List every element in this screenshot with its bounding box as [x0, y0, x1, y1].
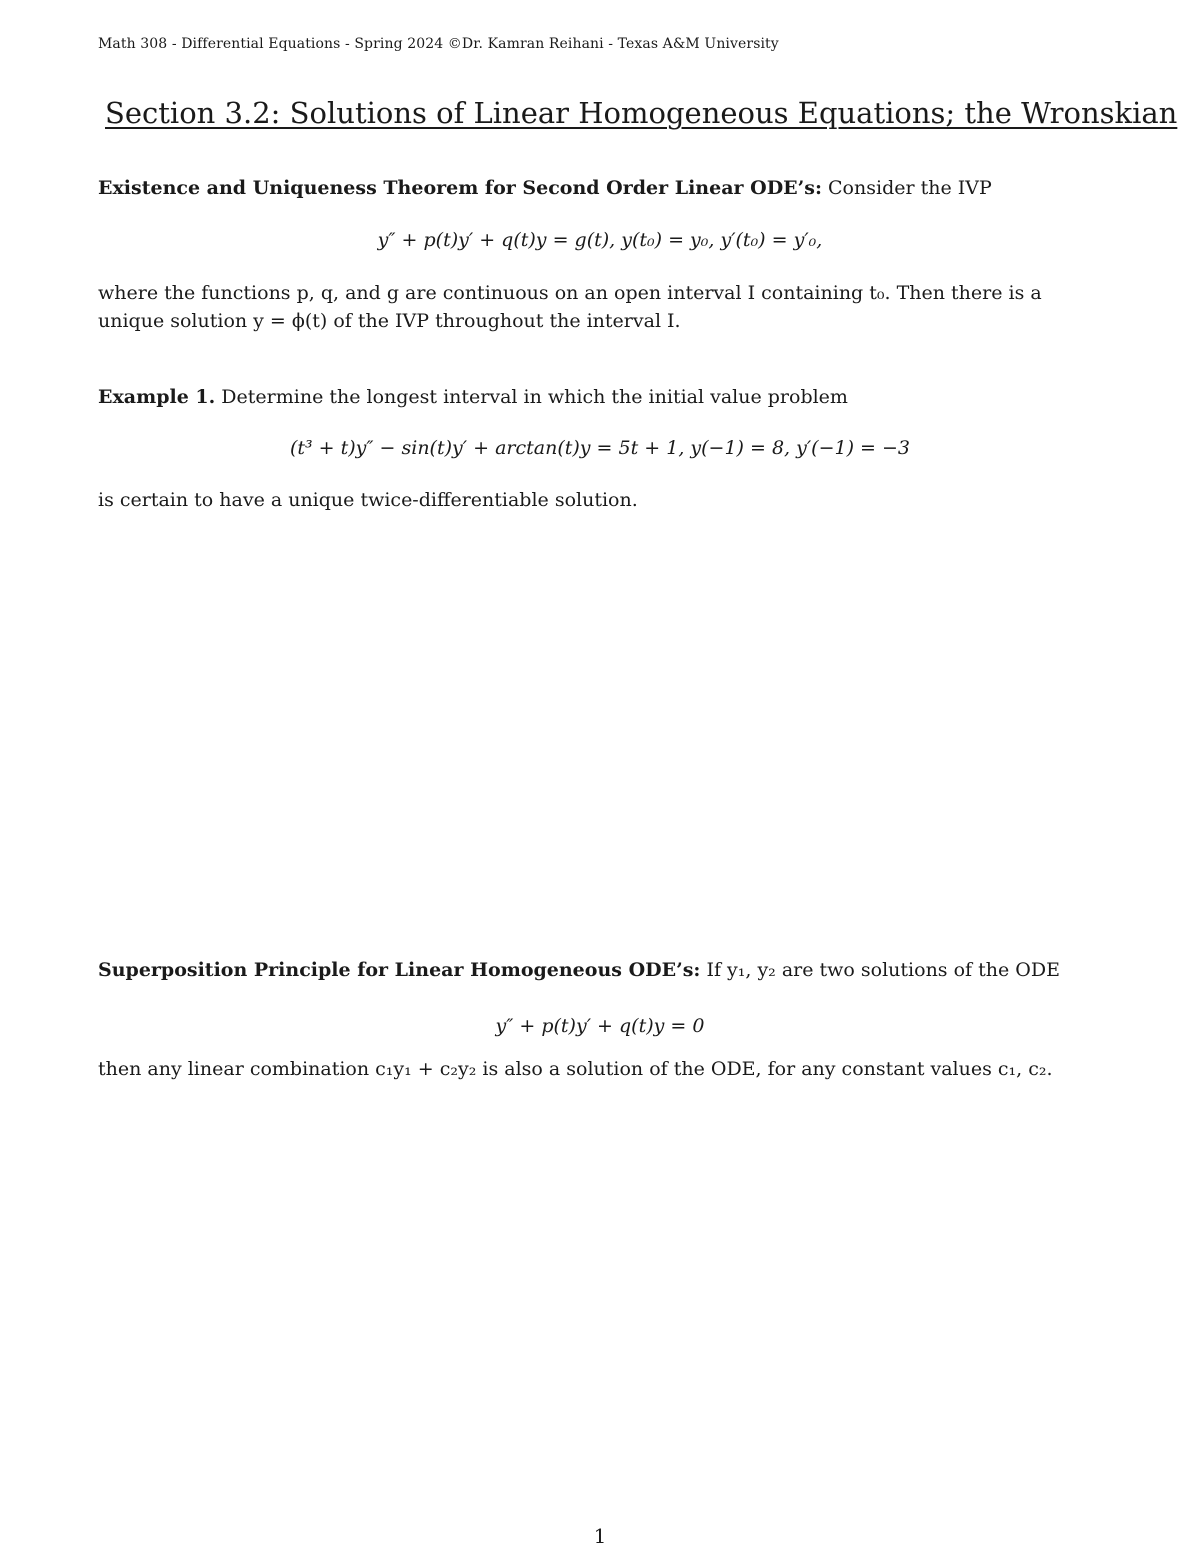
theorem-statement: where the functions p, q, and g are continuous on an open interval I containing t₀. Then there is a unique solution y = ϕ(t) of the IVP throughout the interval I. [98, 282, 1042, 332]
superposition-equation: y″ + p(t)y′ + q(t)y = 0 [495, 1015, 705, 1037]
example-1-paragraph [98, 383, 1100, 411]
page-header: Math 308 - Differential Equations - Spring 2024 ©Dr. Kamran Reihani - Texas A&M University [98, 36, 779, 52]
example-1-equation: (t³ + t)y″ − sin(t)y′ + arctan(t)y = 5t + 1, y(−1) = 8, y′(−1) = −3 [289, 437, 911, 459]
theorem-intro-paragraph [98, 174, 1100, 202]
example-1-heading: Example 1. [98, 386, 216, 408]
theorem-heading: Existence and Uniqueness Theorem for Second Order Linear ODE’s: [98, 177, 822, 199]
superposition-intro: If y₁, y₂ are two solutions of the ODE [700, 959, 1060, 981]
theorem-equation: y″ + p(t)y′ + q(t)y = g(t), y(t₀) = y₀, y′(t₀) = y′₀, [377, 229, 823, 251]
superposition-intro-paragraph [98, 956, 1100, 984]
example-1-prompt: Determine the longest interval in which the initial value problem [215, 386, 848, 408]
superposition-heading: Superposition Principle for Linear Homogeneous ODE’s: [98, 959, 701, 981]
section-title: Section 3.2: Solutions of Linear Homogeneous Equations; the Wronskian [105, 96, 1178, 130]
example-1-closing: is certain to have a unique twice-differentiable solution. [98, 489, 638, 511]
theorem-intro: Consider the IVP [821, 177, 992, 199]
superposition-statement: then any linear combination c₁y₁ + c₂y₂ is also a solution of the ODE, for any constant values c₁, c₂. [98, 1058, 1053, 1080]
page-number: 1 [593, 1524, 607, 1548]
